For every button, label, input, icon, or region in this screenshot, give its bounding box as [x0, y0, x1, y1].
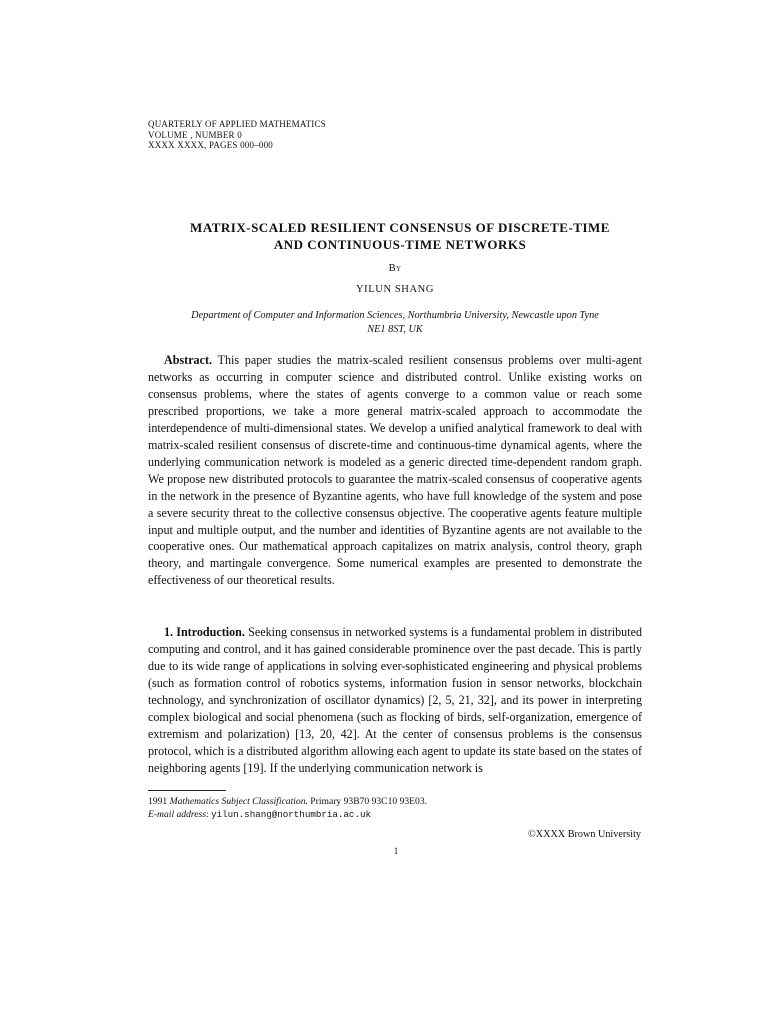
byline: By: [388, 263, 402, 274]
msc-year: 1991: [148, 796, 168, 807]
title-line: MATRIX-SCALED RESILIENT CONSENSUS OF DISCRETE-TIME: [190, 220, 610, 235]
introduction-text: Seeking consensus in networked systems is a fundamental problem in distributed computing and control, and it has gained considerable prominence over the past decade. This is partly due to its wide range of applications in solving ever-sophisticated engineering and physical problems (such as formation control of robotics systems, information fusion in sensor networks, blockchain technology, and synchronization of oscillator dynamics) [2, 5, 21, 32], and its power in interpreting complex biological and social phenomena (such as flocking of birds, self-organization, emergence of extremism and polarization) [13, 20, 42]. At the center of consensus problems is the consensus protocol, which is a distributed algorithm allowing each agent to update its state based on the states of neighboring agents [19]. If the underlying communication network is: [148, 625, 642, 775]
msc-value: Primary 93B70 93C10 93E03.: [310, 796, 428, 807]
abstract-text: This paper studies the matrix-scaled resilient consensus problems over multi-agent networks as occurring in computer science and distributed control. Unlike existing works on consensus problems, where the states of agents converge to a common value or reach some prescribed proportions, we take a more general matrix-scaled approach to accommodate the interdependence of multi-dimensional states. We develop a unified analytical framework to deal with matrix-scaled resilient consensus of discrete-time and continuous-time dynamical agents, where the underlying communication network is modeled as a generic directed time-dependent random graph. We propose new distributed protocols to guarantee the matrix-scaled consensus of cooperative agents in the network in the presence of Byzantine agents, who have full knowledge of the system and pose a severe security threat to the collective consensus objective. The cooperative agents feature multiple input and multiple output, and the number and identities of Byzantine agents are not available to the cooperative ones. Our mathematical approach capitalizes on matrix analysis, control theory, graph theory, and martingale convergence. Some numerical examples are presented to demonstrate the effectiveness of our theoretical results.: [148, 353, 643, 588]
title-line: AND CONTINUOUS-TIME NETWORKS: [273, 237, 527, 252]
abstract-heading: Abstract.: [164, 353, 213, 367]
footnote-rule: [148, 790, 226, 791]
introduction-heading: 1. Introduction.: [164, 625, 245, 639]
email-address[interactable]: yilun.shang@northumbria.ac.uk: [211, 809, 371, 820]
journal-name: QUARTERLY OF APPLIED MATHEMATICS: [148, 119, 326, 129]
affiliation: [148, 309, 642, 337]
email-label: E-mail address: [148, 809, 207, 820]
msc-label: Mathematics Subject Classification.: [169, 796, 308, 807]
copyright-notice: ©XXXX Brown University: [527, 829, 641, 840]
journal-volume: VOLUME , NUMBER 0: [148, 129, 242, 140]
journal-pages: XXXX XXXX, PAGES 000–000: [148, 140, 273, 150]
abstract: [148, 352, 642, 589]
affiliation-line: Department of Computer and Information Sciences, Northumbria University, Newcastle upon Tyne: [191, 310, 599, 321]
footnote: [148, 795, 427, 821]
author-name: YILUN SHANG: [355, 284, 435, 295]
journal-header: [148, 119, 326, 151]
introduction: [148, 624, 642, 777]
msc-line: [148, 795, 427, 808]
paper-title: [100, 219, 700, 253]
page-number: 1: [393, 846, 399, 856]
email-colon: :: [206, 809, 212, 820]
affiliation-line: NE1 8ST, UK: [367, 324, 423, 335]
email-line: [148, 808, 427, 821]
